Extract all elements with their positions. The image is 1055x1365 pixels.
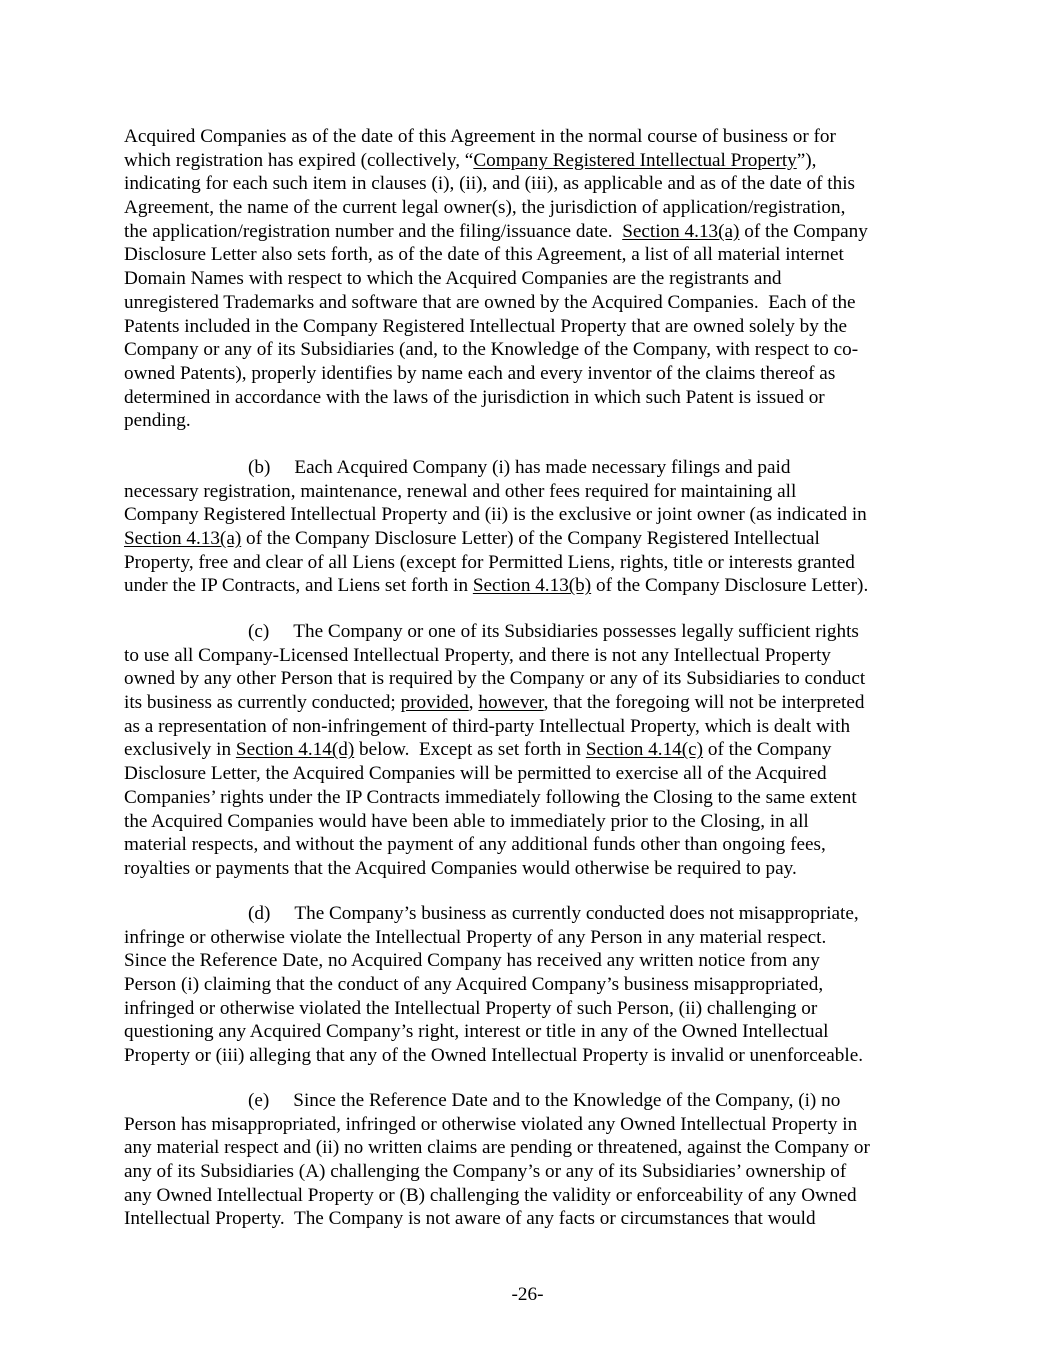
text-segment: , that the foregoing will not be interpreted — [543, 692, 865, 714]
text-segment: any Owned Intellectual Property or (B) challenging the validity or enforceability of any Owned — [124, 1184, 857, 1206]
text-segment: Disclosure Letter also sets forth, as of the date of this Agreement, a list of all material internet — [124, 244, 844, 266]
text-line — [124, 409, 944, 433]
text-line — [124, 362, 944, 386]
text-line — [124, 644, 944, 668]
text-line — [124, 902, 944, 926]
paragraph-a-continuation — [124, 125, 944, 433]
text-segment: of the Company — [739, 220, 868, 242]
text-segment: Disclosure Letter, the Acquired Companies will be permitted to exercise all of the Acquired — [124, 763, 827, 785]
text-line — [124, 125, 944, 149]
text-segment: to use all Company-Licensed Intellectual Property, and there is not any Intellectual Property — [124, 644, 831, 666]
text-segment: The Company or one of its Subsidiaries possesses legally sufficient rights — [293, 621, 859, 642]
text-segment: questioning any Acquired Company’s right, interest or title in any of the Owned Intellectual — [124, 1021, 829, 1043]
paragraph-label: (c) — [248, 621, 270, 642]
text-segment: royalties or payments that the Acquired Companies would otherwise be required to pay. — [124, 857, 797, 879]
text-segment: material respects, and without the payment of any additional funds other than ongoing fees, — [124, 834, 826, 856]
text-segment: owned by any other Person that is required by the Company or any of its Subsidiaries to conduct — [124, 668, 866, 690]
text-segment: pending. — [124, 410, 191, 432]
paragraph-label: (d) — [248, 903, 271, 924]
text-line — [124, 1044, 944, 1068]
text-segment: below. Except as set forth in — [354, 739, 586, 761]
text-segment: Company Registered Intellectual Property and (ii) is the exclusive or joint owner (as indicated in — [124, 504, 867, 526]
text-segment: the application/registration number and the filing/issuance date. — [124, 220, 623, 242]
text-line — [124, 480, 944, 504]
text-segment: Property, free and clear of all Liens (except for Permitted Liens, rights, title or interests granted — [124, 551, 855, 573]
text-segment: necessary registration, maintenance, renewal and other fees required for maintaining all — [124, 480, 797, 502]
text-line — [124, 551, 944, 575]
underlined-reference: Section 4.14(d) — [235, 739, 355, 761]
text-segment: the Acquired Companies would have been able to immediately prior to the Closing, in all — [124, 810, 809, 832]
paragraph-label: (b) — [248, 457, 271, 478]
text-line — [124, 973, 944, 997]
text-segment: Person has misappropriated, infringed or otherwise violated any Owned Intellectual Property in — [124, 1113, 858, 1135]
underlined-reference: Section 4.13(a) — [622, 220, 740, 242]
text-line — [124, 738, 944, 762]
paragraph-d — [124, 902, 944, 1068]
text-segment: ”), — [796, 149, 817, 171]
page-number: -26- — [511, 1284, 544, 1305]
text-segment: , — [468, 692, 479, 714]
text-line — [124, 926, 944, 950]
underlined-reference: provided — [400, 692, 469, 714]
underlined-reference: Section 4.13(a) — [124, 528, 242, 550]
underlined-reference: however — [478, 692, 544, 714]
text-line — [124, 172, 944, 196]
text-line — [124, 1113, 944, 1137]
paragraph-b — [124, 456, 944, 598]
text-segment: of the Company — [703, 739, 832, 761]
text-segment: infringed or otherwise violated the Intellectual Property of such Person, (ii) challenging or — [124, 997, 818, 1019]
text-line — [124, 386, 944, 410]
text-line — [124, 620, 944, 644]
text-segment: The Company’s business as currently conducted does not misappropriate, — [294, 903, 859, 924]
text-segment: of the Company Disclosure Letter). — [591, 575, 869, 597]
text-segment: under the IP Contracts, and Liens set forth in — [124, 575, 473, 597]
text-line — [124, 1089, 944, 1113]
text-segment: any material respect and (ii) no written claims are pending or threatened, against the Company or — [124, 1137, 870, 1159]
text-line — [124, 267, 944, 291]
text-line — [124, 220, 944, 244]
text-line — [124, 291, 944, 315]
text-segment: Companies’ rights under the IP Contracts immediately following the Closing to the same extent — [124, 786, 857, 808]
text-line — [124, 527, 944, 551]
text-line — [124, 810, 944, 834]
text-line — [124, 196, 944, 220]
paragraph-c — [124, 620, 944, 881]
text-segment: any of its Subsidiaries (A) challenging the Company’s or any of its Subsidiaries’ ownership of — [124, 1161, 847, 1183]
text-segment: of the Company Disclosure Letter) of the Company Registered Intellectual — [241, 528, 820, 550]
text-segment: Since the Reference Date and to the Knowledge of the Company, (i) no — [293, 1090, 841, 1111]
text-line — [124, 833, 944, 857]
text-segment: Intellectual Property. The Company is not aware of any facts or circumstances that would — [124, 1208, 816, 1230]
text-segment: owned Patents), properly identifies by name each and every inventor of the claims thereof as — [124, 362, 836, 384]
text-line — [124, 1207, 944, 1231]
text-segment: infringe or otherwise violate the Intellectual Property of any Person in any material respect. — [124, 926, 827, 948]
text-segment: determined in accordance with the laws of the jurisdiction in which such Patent is issued or — [124, 386, 825, 408]
text-line — [124, 1020, 944, 1044]
text-line — [124, 338, 944, 362]
text-line — [124, 762, 944, 786]
text-line — [124, 1160, 944, 1184]
text-line — [124, 243, 944, 267]
text-segment: its business as currently conducted; — [124, 692, 401, 714]
text-segment: indicating for each such item in clauses (i), (ii), and (iii), as applicable and as of the date of this — [124, 173, 856, 195]
text-segment: as a representation of non-infringement of third-party Intellectual Property, which is dealt with — [124, 715, 851, 737]
text-segment: Patents included in the Company Registered Intellectual Property that are owned solely by the — [124, 315, 848, 337]
text-segment: Property or (iii) alleging that any of the Owned Intellectual Property is invalid or unenforceable. — [124, 1045, 864, 1067]
text-segment: unregistered Trademarks and software that are owned by the Acquired Companies. Each of the — [124, 291, 856, 313]
text-line — [124, 149, 944, 173]
text-line — [124, 691, 944, 715]
text-line — [124, 1184, 944, 1208]
text-line — [124, 715, 944, 739]
text-segment: Agreement, the name of the current legal owner(s), the jurisdiction of application/registration, — [124, 197, 846, 219]
text-line — [124, 1136, 944, 1160]
text-segment: Company or any of its Subsidiaries (and, to the Knowledge of the Company, with respect to co- — [124, 339, 859, 361]
paragraph-e — [124, 1089, 944, 1231]
text-segment: Person (i) claiming that the conduct of any Acquired Company’s business misappropriated, — [124, 974, 824, 996]
text-line — [124, 949, 944, 973]
underlined-reference: Section 4.13(b) — [472, 575, 592, 597]
paragraph-label: (e) — [248, 1090, 270, 1111]
text-segment: Each Acquired Company (i) has made necessary filings and paid — [294, 457, 791, 478]
text-segment: which registration has expired (collectively, “ — [124, 149, 474, 171]
text-line — [124, 315, 944, 339]
text-line — [124, 667, 944, 691]
text-segment: exclusively in — [124, 739, 236, 761]
text-segment: Domain Names with respect to which the Acquired Companies are the registrants and — [124, 268, 782, 290]
text-line — [124, 574, 944, 598]
text-line — [124, 456, 944, 480]
text-line — [124, 786, 944, 810]
text-segment: Acquired Companies as of the date of this Agreement in the normal course of business or for — [124, 126, 836, 147]
underlined-reference: Company Registered Intellectual Property — [473, 149, 797, 171]
underlined-reference: Section 4.14(c) — [585, 739, 704, 761]
text-segment: Since the Reference Date, no Acquired Company has received any written notice from any — [124, 950, 820, 972]
text-line — [124, 857, 944, 881]
text-line — [124, 503, 944, 527]
text-line — [124, 997, 944, 1021]
